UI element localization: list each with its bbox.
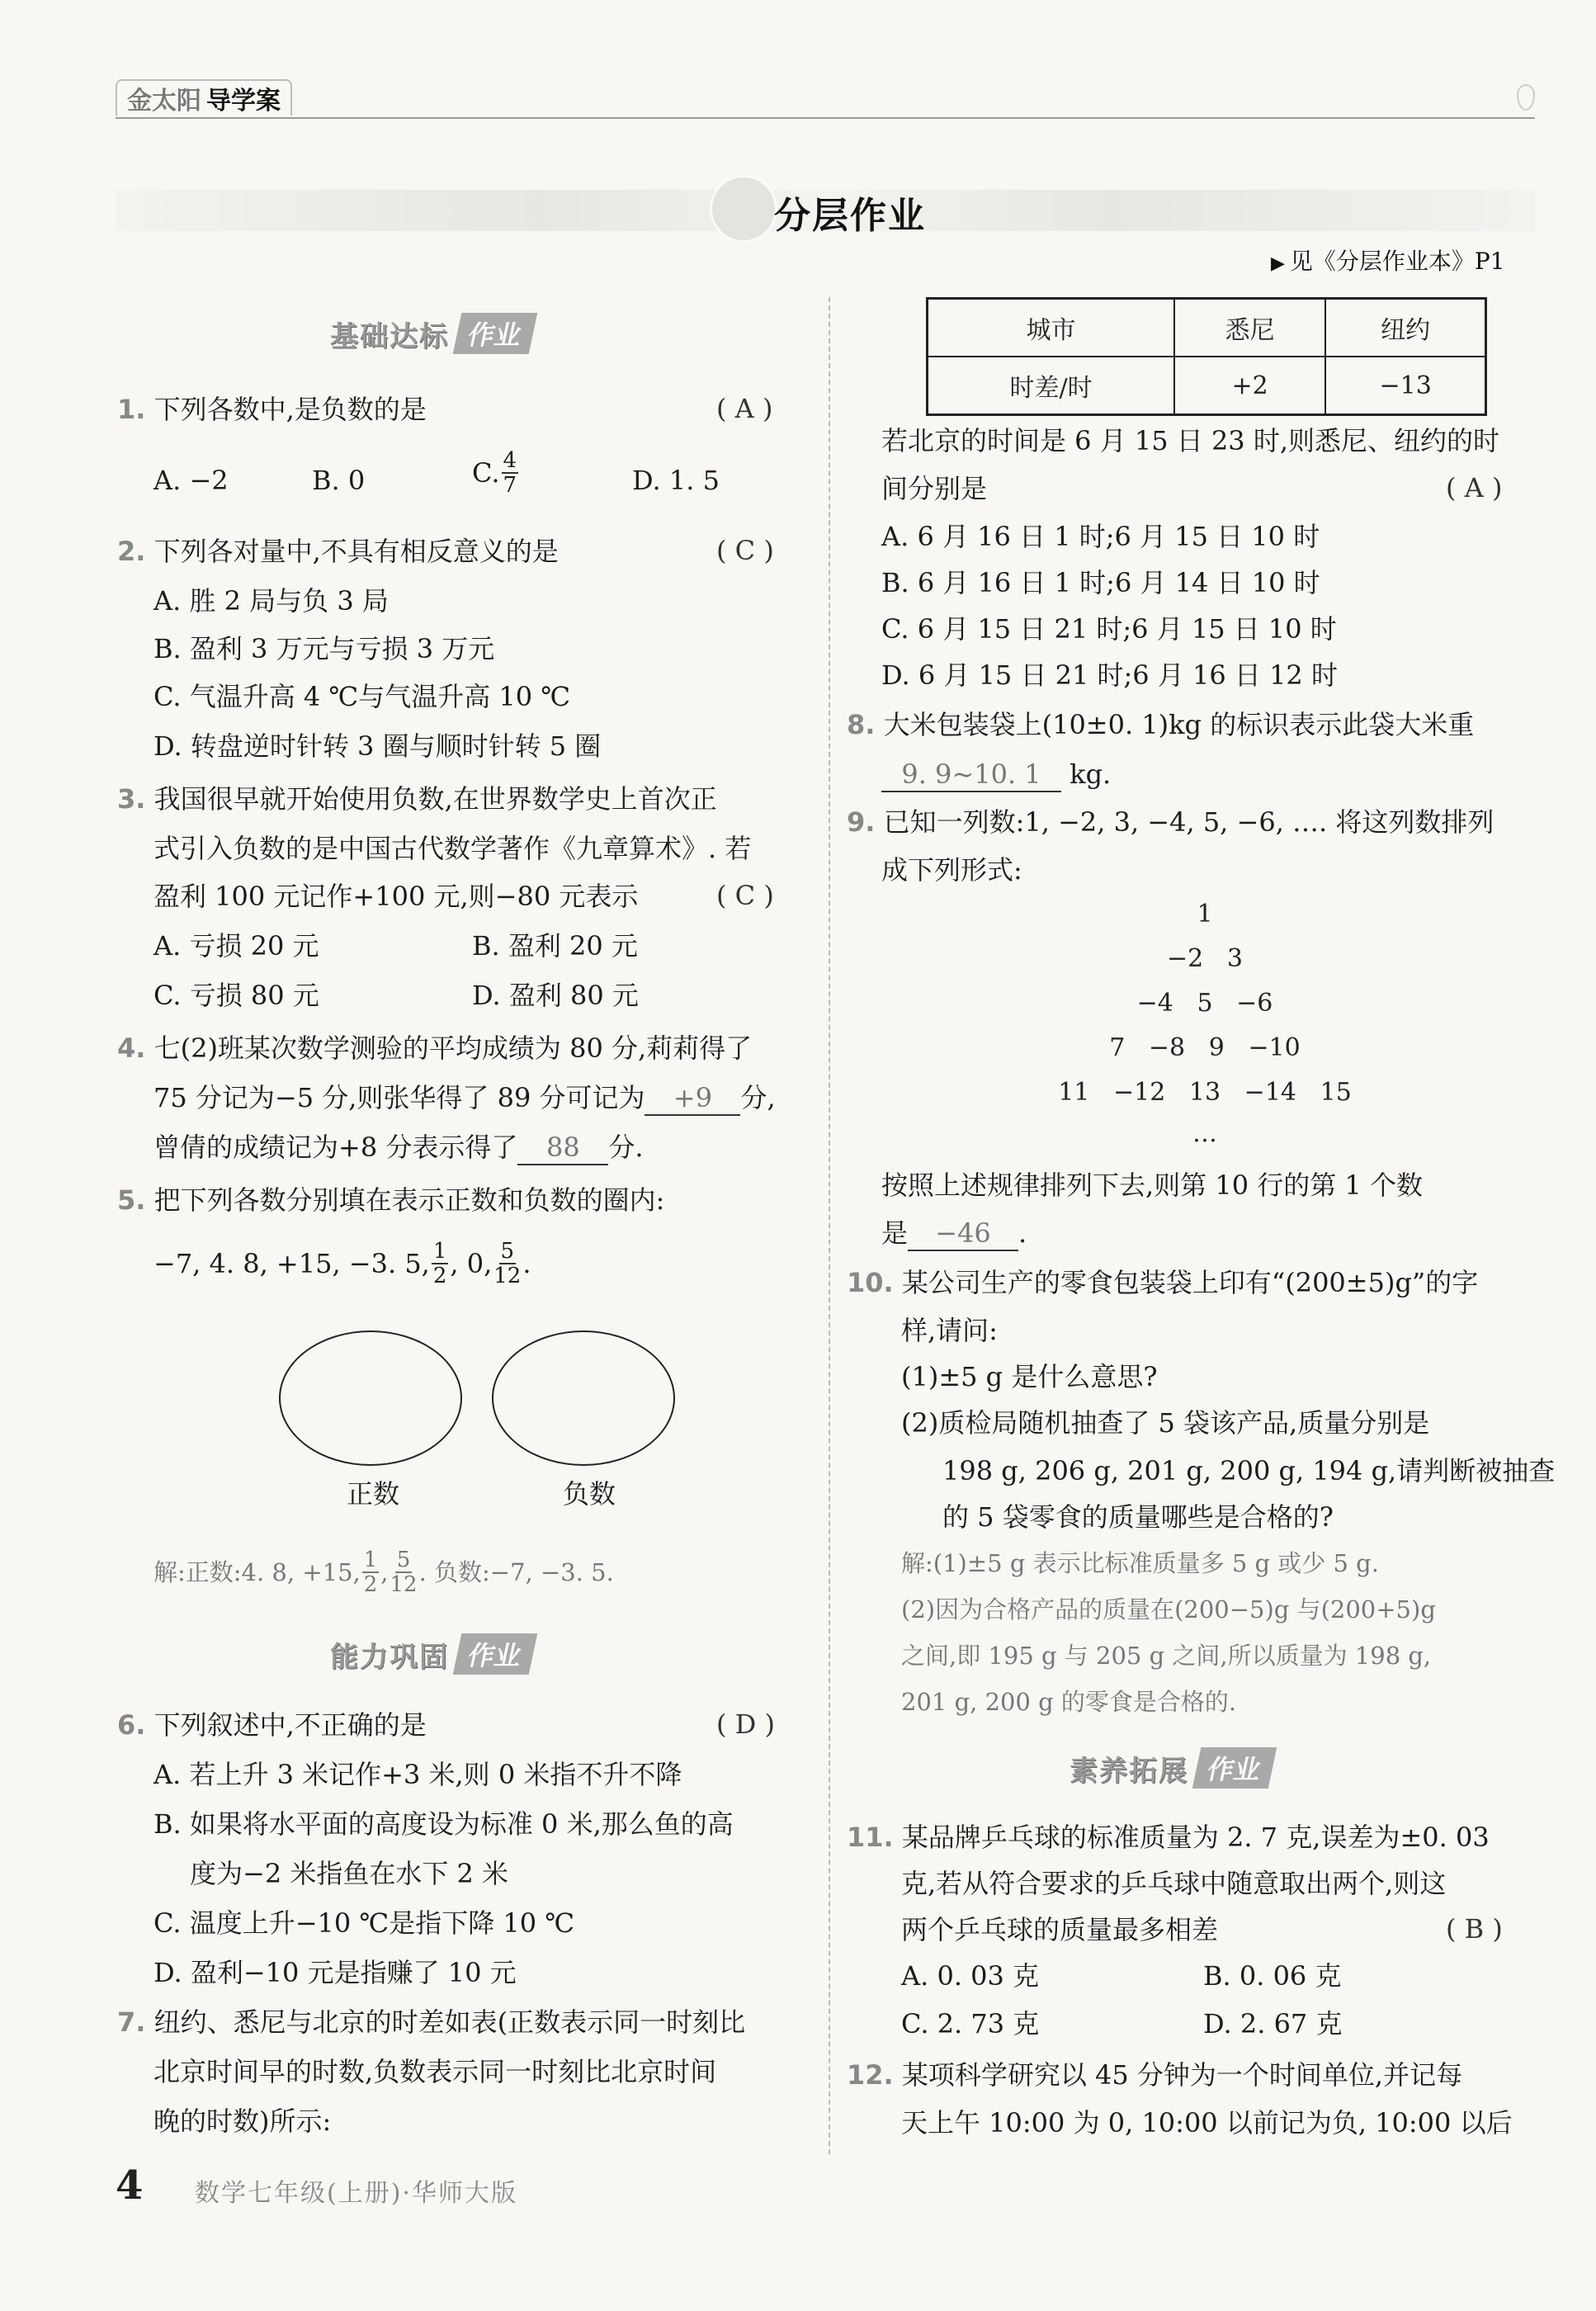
q7-option-d: D. 6 月 15 日 21 时;6 月 16 日 12 时 bbox=[881, 659, 1338, 691]
negative-number-circle bbox=[492, 1330, 675, 1466]
q6-option-a: A. 若上升 3 米记作+3 米,则 0 米指不升不降 bbox=[153, 1759, 682, 1790]
brand-series: 导学案 bbox=[206, 87, 281, 116]
q4-text-2b: 分, bbox=[740, 1082, 776, 1113]
q7-stem-line5: 间分别是 bbox=[881, 473, 988, 504]
q10-part1: (1)±5 g 是什么意思? bbox=[901, 1361, 1158, 1392]
banner-expand bbox=[1070, 1745, 1273, 1791]
q9-stem-line2: 成下列形式: bbox=[881, 854, 1022, 886]
q3-number: 3. bbox=[117, 783, 146, 815]
q4-stem-line1 bbox=[117, 1032, 752, 1065]
q2-option-b: B. 盈利 3 万元与亏损 3 万元 bbox=[153, 633, 495, 664]
q4-stem-line2 bbox=[153, 1081, 776, 1116]
q11-option-b: B. 0. 06 克 bbox=[1203, 1960, 1342, 1992]
q10-part2-line3: 的 5 袋零食的质量哪些是合格的? bbox=[942, 1501, 1334, 1533]
q7-number: 7. bbox=[117, 2006, 146, 2038]
q5-solution-a: 解:正数:4. 8, +15, bbox=[153, 1558, 361, 1586]
title-circle-icon bbox=[710, 175, 777, 243]
q6-option-b-line1: B. 如果将水平面的高度设为标准 0 米,那么鱼的高 bbox=[153, 1808, 734, 1840]
q2-option-c: C. 气温升高 4 ℃与气温升高 10 ℃ bbox=[153, 681, 571, 712]
banner-basic-title: 基础达标 bbox=[330, 319, 449, 353]
table-header-newyork: 纽约 bbox=[1325, 299, 1485, 357]
q12-number: 12. bbox=[847, 2059, 894, 2091]
q7-stem-line3: 晚的时数)所示: bbox=[153, 2105, 332, 2137]
q5-list-b: , 0, bbox=[450, 1248, 493, 1279]
footer-book-title: 数学七年级(上册)·华师大版 bbox=[195, 2179, 517, 2208]
negative-circle-label: 负数 bbox=[563, 1478, 616, 1510]
positive-circle-label: 正数 bbox=[347, 1478, 400, 1510]
table-cell-sydney: +2 bbox=[1174, 357, 1325, 415]
table-cell-label: 时差/时 bbox=[928, 357, 1175, 415]
q5-solution-fraction-2 bbox=[390, 1548, 418, 1596]
q9-number: 9. bbox=[847, 806, 876, 838]
q3-option-d: D. 盈利 80 元 bbox=[472, 980, 639, 1011]
q3-answer: ( C ) bbox=[716, 880, 774, 911]
q7-stem-line1 bbox=[117, 2006, 745, 2039]
banner-basic bbox=[330, 310, 533, 357]
time-difference-table bbox=[926, 297, 1487, 416]
q4-text-2a: 75 分记为−5 分,则张华得了 89 分可记为 bbox=[153, 1082, 645, 1113]
q1-option-d: D. 1. 5 bbox=[632, 465, 720, 496]
q8-stem-line2 bbox=[881, 758, 1111, 792]
table-row bbox=[928, 357, 1486, 415]
q6-text: 下列叙述中,不正确的是 bbox=[153, 1709, 427, 1741]
q11-stem-line3: 两个乒乓球的质量最多相差 bbox=[901, 1914, 1219, 1945]
q1-option-b: B. 0 bbox=[312, 465, 366, 496]
q11-option-d: D. 2. 67 克 bbox=[1203, 2008, 1343, 2039]
q11-answer: ( B ) bbox=[1446, 1913, 1503, 1945]
q3-option-a: A. 亏损 20 元 bbox=[153, 930, 319, 962]
brand-logo bbox=[116, 79, 292, 116]
column-divider bbox=[829, 297, 830, 2154]
q11-option-a: A. 0. 03 克 bbox=[901, 1960, 1040, 1992]
q1-text: 下列各数中,是负数的是 bbox=[153, 394, 427, 425]
q6-answer: ( D ) bbox=[716, 1708, 775, 1740]
brand-name: 金太阳 bbox=[127, 87, 201, 116]
q11-text-1: 某品牌乒乓球的标准质量为 2. 7 克,误差为±0. 03 bbox=[901, 1822, 1490, 1853]
fraction-denominator: 2 bbox=[363, 1572, 378, 1597]
q7-stem-line2: 北京时间早的时数,负数表示同一时刻比北京时间 bbox=[153, 2056, 717, 2087]
q5-number: 5. bbox=[117, 1184, 146, 1216]
q9-triangle-row: 1 bbox=[1197, 900, 1213, 929]
q3-stem-line3: 盈利 100 元记作+100 元,则−80 元表示 bbox=[153, 881, 639, 912]
workbook-reference bbox=[1271, 243, 1505, 276]
fraction-numerator: 1 bbox=[432, 1239, 447, 1264]
fraction-denominator: 7 bbox=[503, 473, 517, 498]
q8-blank: 9. 9~10. 1 bbox=[881, 758, 1061, 792]
q9-stem-line1 bbox=[847, 806, 1494, 839]
table-header-city: 城市 bbox=[928, 299, 1175, 357]
q5-fraction-2 bbox=[493, 1240, 521, 1288]
positive-number-circle bbox=[279, 1330, 462, 1466]
q4-text-3b: 分. bbox=[608, 1132, 644, 1163]
q11-number: 11. bbox=[847, 1822, 894, 1853]
banner-ability-tag: 作业 bbox=[453, 1633, 538, 1675]
q5-number-list bbox=[153, 1240, 531, 1288]
q12-stem-line1 bbox=[847, 2058, 1462, 2091]
q10-stem-line1 bbox=[847, 1266, 1478, 1299]
fraction-numerator: 1 bbox=[363, 1548, 378, 1572]
q9-stem-line4 bbox=[881, 1217, 1027, 1251]
banner-expand-title: 素养拓展 bbox=[1070, 1754, 1188, 1788]
q10-solution-line3: 之间,即 195 g 与 205 g 之间,所以质量为 198 g, bbox=[901, 1642, 1432, 1670]
q3-text-1: 我国很早就开始使用负数,在世界数学史上首次正 bbox=[153, 783, 717, 815]
q9-triangle-row: 11 −12 13 −14 15 bbox=[1058, 1078, 1352, 1107]
q9-text-1: 已知一列数:1, −2, 3, −4, 5, −6, …. 将这列数排列 bbox=[883, 806, 1494, 838]
q10-text-1: 某公司生产的零食包装袋上印有“(200±5)g”的字 bbox=[901, 1267, 1479, 1298]
q1-option-c-label: C. bbox=[472, 457, 500, 489]
q9-triangle-row: −4 5 −6 bbox=[1136, 989, 1273, 1018]
q5-list-a: −7, 4. 8, +15, −3. 5, bbox=[153, 1248, 430, 1279]
q1-stem bbox=[117, 393, 427, 426]
q8-text-2: kg. bbox=[1070, 759, 1112, 790]
q9-text-4b: . bbox=[1018, 1217, 1027, 1249]
q6-option-d: D. 盈利−10 元是指赚了 10 元 bbox=[153, 1957, 517, 1988]
banner-ability bbox=[330, 1631, 533, 1677]
q9-text-4a: 是 bbox=[881, 1217, 909, 1249]
q6-option-c: C. 温度上升−10 ℃是指下降 10 ℃ bbox=[153, 1907, 575, 1939]
q4-stem-line3 bbox=[153, 1131, 644, 1165]
q2-stem bbox=[117, 535, 559, 568]
q8-stem-line1 bbox=[847, 708, 1474, 741]
fraction-numerator: 5 bbox=[500, 1239, 515, 1264]
q12-stem-line2: 天上午 10:00 为 0, 10:00 以前记为负, 10:00 以后 bbox=[901, 2107, 1513, 2139]
banner-expand-tag: 作业 bbox=[1192, 1747, 1277, 1789]
q1-answer: ( A ) bbox=[716, 393, 773, 424]
q7-option-b: B. 6 月 16 日 1 时;6 月 14 日 10 时 bbox=[881, 567, 1320, 598]
q11-stem-line2: 克,若从符合要求的乒乓球中随意取出两个,则这 bbox=[901, 1868, 1447, 1899]
q1-number: 1. bbox=[117, 394, 146, 425]
q9-triangle-row: −2 3 bbox=[1167, 944, 1243, 973]
q3-stem-line1 bbox=[117, 782, 717, 815]
q4-text-3a: 曾倩的成绩记为+8 分表示得了 bbox=[153, 1132, 518, 1163]
q7-text-1: 纽约、悉尼与北京的时差如表(正数表示同一时刻比 bbox=[153, 2006, 746, 2038]
q5-text-1: 把下列各数分别填在表示正数和负数的圈内: bbox=[153, 1184, 665, 1216]
q5-solution-fraction-1 bbox=[362, 1548, 380, 1596]
pin-icon bbox=[1517, 84, 1535, 111]
fraction-denominator: 12 bbox=[390, 1572, 418, 1597]
q10-part2-line2: 198 g, 206 g, 201 g, 200 g, 194 g,请判断被抽查 bbox=[942, 1455, 1556, 1486]
q7-option-a: A. 6 月 16 日 1 时;6 月 15 日 10 时 bbox=[881, 521, 1320, 552]
q5-solution-comma: , bbox=[380, 1558, 389, 1586]
q10-solution-line1: 解:(1)±5 g 表示比标准质量多 5 g 或少 5 g. bbox=[901, 1549, 1379, 1577]
q4-text-1: 七(2)班某次数学测验的平均成绩为 80 分,莉莉得了 bbox=[153, 1033, 753, 1064]
q10-number: 10. bbox=[847, 1267, 894, 1298]
q7-answer: ( A ) bbox=[1446, 472, 1503, 503]
q5-solution-b: . 负数:−7, −3. 5. bbox=[418, 1558, 614, 1586]
q12-text-1: 某项科学研究以 45 分钟为一个时间单位,并记每 bbox=[901, 2059, 1463, 2091]
table-header-sydney: 悉尼 bbox=[1174, 299, 1325, 357]
q11-stem-line1 bbox=[847, 1821, 1490, 1854]
q9-stem-line3: 按照上述规律排列下去,则第 10 行的第 1 个数 bbox=[881, 1170, 1423, 1201]
q6-option-b-line2: 度为−2 米指鱼在水下 2 米 bbox=[190, 1858, 509, 1889]
q5-list-c: . bbox=[522, 1248, 531, 1279]
q2-number: 2. bbox=[117, 536, 146, 567]
q10-solution-line2: (2)因为合格产品的质量在(200−5)g 与(200+5)g bbox=[901, 1595, 1436, 1623]
fraction-numerator: 5 bbox=[396, 1548, 411, 1572]
page-number: 4 bbox=[116, 2162, 144, 2209]
q4-number: 4. bbox=[117, 1033, 146, 1064]
q8-text-1: 大米包装袋上(10±0. 1)kg 的标识表示此袋大米重 bbox=[883, 709, 1475, 740]
q3-stem-line2: 式引入负数的是中国古代数学著作《九章算术》. 若 bbox=[153, 833, 752, 864]
q6-number: 6. bbox=[117, 1709, 146, 1741]
play-triangle-icon: ▶ bbox=[1271, 253, 1285, 274]
q11-option-c: C. 2. 73 克 bbox=[901, 2008, 1040, 2039]
banner-basic-tag: 作业 bbox=[453, 313, 538, 354]
fraction-denominator: 2 bbox=[432, 1264, 447, 1288]
q3-option-b: B. 盈利 20 元 bbox=[472, 930, 638, 962]
page-header bbox=[116, 79, 1535, 119]
q6-stem bbox=[117, 1708, 427, 1742]
q10-part2-line1: (2)质检局随机抽查了 5 袋该产品,质量分别是 bbox=[901, 1407, 1430, 1439]
q5-fraction-1 bbox=[432, 1240, 449, 1288]
banner-ability-title: 能力巩固 bbox=[330, 1640, 449, 1674]
q1-option-c bbox=[472, 449, 520, 497]
fraction-denominator: 12 bbox=[493, 1264, 522, 1288]
q10-solution-line4: 201 g, 200 g 的零食是合格的. bbox=[901, 1688, 1237, 1716]
q2-option-a: A. 胜 2 局与负 3 局 bbox=[153, 585, 389, 617]
q9-blank: −46 bbox=[908, 1217, 1018, 1251]
q7-stem-line4: 若北京的时间是 6 月 15 日 23 时,则悉尼、纽约的时 bbox=[881, 425, 1500, 456]
q2-answer: ( C ) bbox=[716, 535, 774, 566]
fraction-numerator: 4 bbox=[503, 448, 517, 473]
table-cell-newyork: −13 bbox=[1325, 357, 1485, 415]
q8-number: 8. bbox=[847, 709, 876, 740]
q9-triangle-row: 7 −8 9 −10 bbox=[1109, 1033, 1301, 1062]
q9-triangle-ellipsis: … bbox=[1192, 1119, 1217, 1148]
q1-option-c-fraction bbox=[502, 449, 519, 497]
workbook-reference-text: 见《分层作业本》P1 bbox=[1289, 248, 1505, 275]
q5-stem-line1 bbox=[117, 1184, 664, 1217]
q7-option-c: C. 6 月 15 日 21 时;6 月 15 日 10 时 bbox=[881, 613, 1337, 645]
q4-blank-1: +9 bbox=[645, 1081, 740, 1116]
q10-stem-line2: 样,请问: bbox=[901, 1315, 998, 1346]
q2-option-d: D. 转盘逆时针转 3 圈与顺时针转 5 圈 bbox=[153, 730, 602, 762]
q3-option-c: C. 亏损 80 元 bbox=[153, 980, 319, 1011]
q1-option-a: A. −2 bbox=[153, 465, 229, 496]
table-row bbox=[928, 299, 1486, 357]
q2-text: 下列各对量中,不具有相反意义的是 bbox=[153, 536, 559, 567]
q5-solution bbox=[153, 1548, 614, 1596]
q4-blank-2: 88 bbox=[517, 1131, 608, 1165]
section-title: 分层作业 bbox=[774, 195, 926, 237]
